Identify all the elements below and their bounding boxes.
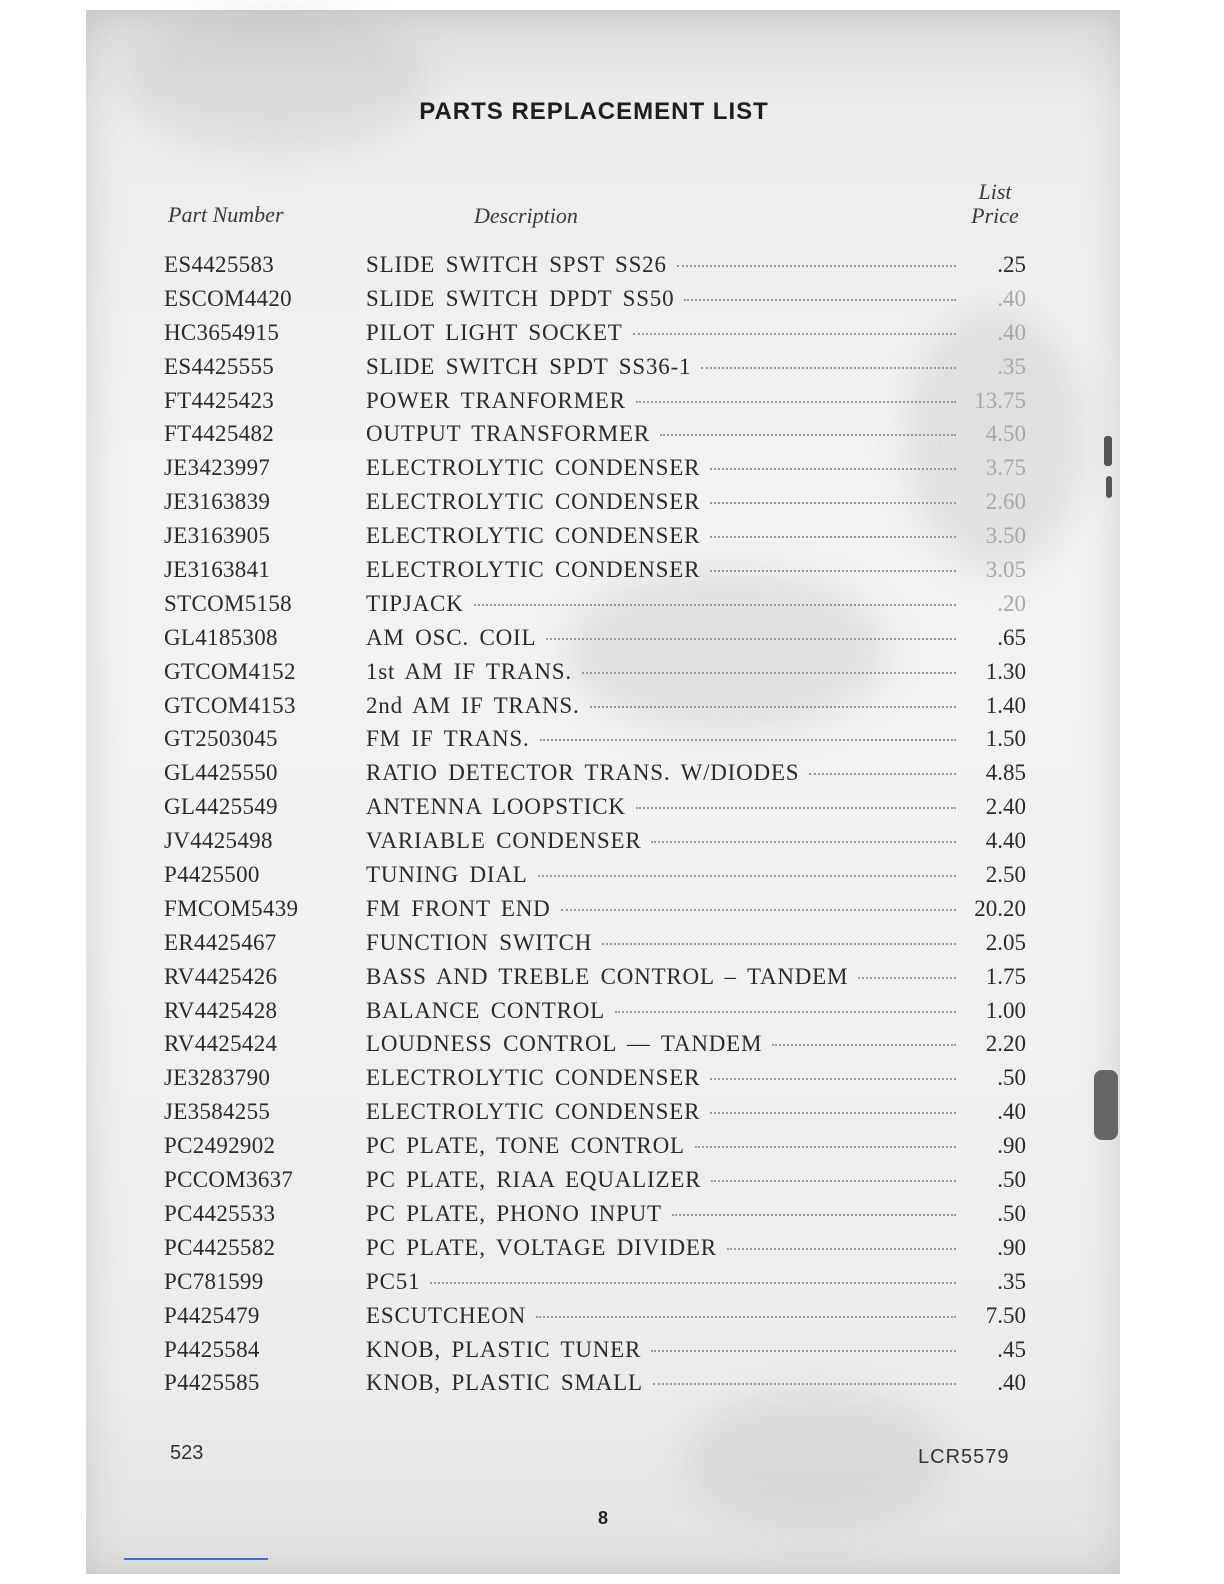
description-cell — [366, 587, 956, 621]
description-text: ELECTROLYTIC CONDENSER — [366, 523, 701, 549]
part-number-cell: ES4425583 — [164, 252, 275, 277]
part-number-cell: GTCOM4153 — [164, 692, 296, 718]
description-cell — [366, 689, 956, 723]
dot-leader — [701, 366, 956, 369]
part-number-cell: GTCOM4152 — [164, 658, 296, 684]
part-number-cell: RV4425428 — [164, 997, 278, 1023]
description-text: BALANCE CONTROL — [366, 997, 605, 1023]
column-header-list-price — [960, 180, 1030, 228]
table-row — [0, 1231, 1224, 1265]
part-number-cell: FT4425482 — [164, 421, 275, 447]
description-text: FUNCTION SWITCH — [366, 929, 593, 955]
description-cell — [366, 1299, 956, 1333]
table-row — [0, 756, 1224, 790]
dot-leader — [672, 1213, 956, 1216]
description-text: ELECTROLYTIC CONDENSER — [366, 557, 701, 583]
description-text: BASS AND TREBLE CONTROL – TANDEM — [366, 963, 849, 989]
description-cell — [366, 1333, 956, 1367]
column-header-price-line2: Price — [971, 203, 1019, 228]
table-row — [0, 316, 1224, 350]
table-row — [0, 451, 1224, 485]
description-text: KNOB, PLASTIC SMALL — [366, 1370, 643, 1396]
description-text: OUTPUT TRANSFORMER — [366, 421, 651, 447]
description-text: ELECTROLYTIC CONDENSER — [366, 489, 701, 515]
table-row — [0, 485, 1224, 519]
description-text: LOUDNESS CONTROL — TANDEM — [366, 1031, 763, 1057]
table-row — [0, 960, 1224, 994]
description-text: FM FRONT END — [366, 895, 551, 921]
description-cell — [366, 316, 956, 350]
price-cell: .50 — [997, 1065, 1026, 1091]
blue-underline — [124, 1558, 268, 1560]
description-cell — [366, 790, 956, 824]
table-row — [0, 858, 1224, 892]
description-cell — [366, 926, 956, 960]
price-cell: .35 — [997, 1268, 1026, 1294]
description-text: ANTENNA LOOPSTICK — [366, 794, 626, 820]
column-header-description: Description — [474, 203, 578, 228]
table-row — [0, 350, 1224, 384]
price-cell: .40 — [997, 319, 1026, 345]
description-cell — [366, 1095, 956, 1129]
table-row — [0, 722, 1224, 756]
column-header-price-line1: List — [978, 179, 1012, 204]
description-cell — [366, 858, 956, 892]
column-header-part-number: Part Number — [168, 202, 284, 227]
table-row — [0, 1299, 1224, 1333]
price-cell: .45 — [997, 1336, 1026, 1362]
table-row — [0, 1163, 1224, 1197]
price-cell: .90 — [997, 1234, 1026, 1260]
table-row — [0, 282, 1224, 316]
description-cell — [366, 1061, 956, 1095]
table-row — [0, 994, 1224, 1028]
part-number-cell: FT4425423 — [164, 387, 275, 413]
table-row — [0, 621, 1224, 655]
part-number-cell: PC4425582 — [164, 1234, 276, 1260]
price-cell: 3.75 — [985, 455, 1026, 481]
description-cell — [366, 553, 956, 587]
part-number-cell: JE3283790 — [164, 1065, 271, 1091]
part-number-cell: ES4425555 — [164, 353, 275, 379]
part-number-cell: HC3654915 — [164, 319, 280, 345]
price-cell: 2.60 — [985, 489, 1026, 515]
price-cell: .65 — [997, 624, 1026, 650]
table-row — [0, 417, 1224, 451]
table-row — [0, 824, 1224, 858]
description-cell — [366, 1163, 956, 1197]
description-text: TUNING DIAL — [366, 862, 528, 888]
description-text: PC PLATE, RIAA EQUALIZER — [366, 1167, 702, 1193]
part-number-cell: ESCOM4420 — [164, 285, 292, 311]
part-number-cell: FMCOM5439 — [164, 895, 299, 921]
part-number-cell: RV4425426 — [164, 963, 278, 989]
price-cell: 3.05 — [985, 557, 1026, 583]
dot-leader — [615, 1010, 956, 1013]
dot-leader — [636, 806, 956, 809]
price-cell: .40 — [997, 285, 1026, 311]
price-cell: 3.50 — [985, 523, 1026, 549]
description-cell — [366, 892, 956, 926]
description-text: SLIDE SWITCH SPST SS26 — [366, 252, 667, 277]
part-number-cell: JE3163905 — [164, 523, 271, 549]
price-cell: .50 — [997, 1167, 1026, 1193]
dot-leader — [710, 569, 956, 572]
part-number-cell: PCCOM3637 — [164, 1167, 294, 1193]
dot-leader — [474, 603, 956, 606]
footer-code-left: 523 — [170, 1442, 204, 1464]
description-cell — [366, 384, 956, 418]
description-text: SLIDE SWITCH SPDT SS36-1 — [366, 353, 692, 379]
description-cell — [366, 722, 956, 756]
description-cell — [366, 1129, 956, 1163]
dot-leader — [677, 264, 956, 267]
description-text: KNOB, PLASTIC TUNER — [366, 1336, 642, 1362]
dot-leader — [538, 874, 956, 877]
parts-table — [0, 248, 1224, 1400]
description-text: RATIO DETECTOR TRANS. W/DIODES — [366, 760, 800, 786]
description-text: TIPJACK — [366, 590, 464, 616]
description-text: ELECTROLYTIC CONDENSER — [366, 455, 701, 481]
part-number-cell: JE3163841 — [164, 557, 271, 583]
description-cell — [366, 282, 956, 316]
price-cell: 2.05 — [985, 929, 1026, 955]
table-row — [0, 1027, 1224, 1061]
part-number-cell: RV4425424 — [164, 1031, 278, 1057]
part-number-cell: GL4185308 — [164, 624, 278, 650]
table-row — [0, 926, 1224, 960]
price-cell: .40 — [997, 1099, 1026, 1125]
price-cell: .90 — [997, 1133, 1026, 1159]
dot-leader — [540, 738, 956, 741]
dot-leader — [710, 501, 956, 504]
dot-leader — [710, 1111, 956, 1114]
table-row — [0, 1197, 1224, 1231]
description-cell — [366, 1027, 956, 1061]
table-row — [0, 384, 1224, 418]
dot-leader — [711, 1179, 956, 1182]
part-number-cell: JE3423997 — [164, 455, 271, 481]
part-number-cell: P4425584 — [164, 1336, 260, 1362]
price-cell: .50 — [997, 1200, 1026, 1226]
description-cell — [366, 417, 956, 451]
part-number-cell: P4425479 — [164, 1302, 260, 1328]
dot-leader — [536, 1315, 956, 1318]
part-number-cell: GT2503045 — [164, 726, 278, 752]
part-number-cell: ER4425467 — [164, 929, 277, 955]
dot-leader — [546, 637, 956, 640]
description-cell — [366, 824, 956, 858]
table-row — [0, 790, 1224, 824]
price-cell: 4.50 — [985, 421, 1026, 447]
description-text: PC PLATE, PHONO INPUT — [366, 1200, 662, 1226]
description-text: FM IF TRANS. — [366, 726, 530, 752]
description-cell — [366, 451, 956, 485]
description-cell — [366, 485, 956, 519]
dot-leader — [772, 1043, 956, 1046]
description-cell — [366, 1265, 956, 1299]
dot-leader — [430, 1281, 956, 1284]
part-number-cell: PC4425533 — [164, 1200, 276, 1226]
dot-leader — [727, 1247, 956, 1250]
description-cell — [366, 994, 956, 1028]
part-number-cell: GL4425549 — [164, 794, 278, 820]
dot-leader — [653, 1382, 956, 1385]
description-cell — [366, 621, 956, 655]
dot-leader — [651, 1349, 956, 1352]
description-cell — [366, 248, 956, 282]
description-cell — [366, 1231, 956, 1265]
part-number-cell: PC2492902 — [164, 1133, 276, 1159]
dot-leader — [633, 332, 956, 335]
dot-leader — [710, 467, 956, 470]
table-row — [0, 553, 1224, 587]
price-cell: 13.75 — [974, 387, 1026, 413]
table-row — [0, 689, 1224, 723]
description-text: 2nd AM IF TRANS. — [366, 692, 580, 718]
price-cell: 7.50 — [985, 1302, 1026, 1328]
description-text: PC PLATE, VOLTAGE DIVIDER — [366, 1234, 717, 1260]
table-row — [0, 892, 1224, 926]
page-title: PARTS REPLACEMENT LIST — [419, 98, 769, 125]
table-row — [0, 655, 1224, 689]
table-row — [0, 1265, 1224, 1299]
part-number-cell: PC781599 — [164, 1268, 264, 1294]
dot-leader — [809, 772, 956, 775]
dot-leader — [858, 976, 956, 979]
description-cell — [366, 519, 956, 553]
table-row — [0, 1095, 1224, 1129]
description-cell — [366, 960, 956, 994]
price-cell: 2.20 — [985, 1031, 1026, 1057]
table-row — [0, 248, 1224, 282]
description-text: PC PLATE, TONE CONTROL — [366, 1133, 685, 1159]
table-row — [0, 1333, 1224, 1367]
part-number-cell: GL4425550 — [164, 760, 278, 786]
table-row — [0, 519, 1224, 553]
dot-leader — [710, 535, 956, 538]
price-cell: 4.40 — [985, 828, 1026, 854]
price-cell: .25 — [997, 252, 1026, 277]
description-cell — [366, 1197, 956, 1231]
dot-leader — [651, 840, 956, 843]
part-number-cell: STCOM5158 — [164, 590, 292, 616]
description-text: VARIABLE CONDENSER — [366, 828, 642, 854]
price-cell: 1.00 — [985, 997, 1026, 1023]
part-number-cell: P4425585 — [164, 1370, 260, 1396]
dot-leader — [582, 671, 956, 674]
description-text: ELECTROLYTIC CONDENSER — [366, 1065, 701, 1091]
table-row — [0, 587, 1224, 621]
dot-leader — [602, 942, 956, 945]
description-text: ELECTROLYTIC CONDENSER — [366, 1099, 701, 1125]
description-text: SLIDE SWITCH DPDT SS50 — [366, 285, 675, 311]
description-cell — [366, 655, 956, 689]
price-cell: .40 — [997, 1370, 1026, 1396]
dot-leader — [561, 908, 956, 911]
dot-leader — [660, 433, 956, 436]
dot-leader — [636, 400, 956, 403]
price-cell: .20 — [997, 590, 1026, 616]
description-text: PC51 — [366, 1268, 421, 1294]
description-text: POWER TRANFORMER — [366, 387, 626, 413]
description-text: PILOT LIGHT SOCKET — [366, 319, 623, 345]
footer-code-right: LCR5579 — [918, 1446, 1010, 1468]
price-cell: 2.40 — [985, 794, 1026, 820]
price-cell: 2.50 — [985, 862, 1026, 888]
description-text: AM OSC. COIL — [366, 624, 537, 650]
table-row — [0, 1366, 1224, 1400]
price-cell: 1.40 — [985, 692, 1026, 718]
part-number-cell: JV4425498 — [164, 828, 273, 854]
price-cell: 20.20 — [974, 895, 1026, 921]
price-cell: .35 — [997, 353, 1026, 379]
part-number-cell: JE3584255 — [164, 1099, 271, 1125]
price-cell: 1.30 — [985, 658, 1026, 684]
description-text: ESCUTCHEON — [366, 1302, 527, 1328]
table-row — [0, 1061, 1224, 1095]
dot-leader — [710, 1077, 956, 1080]
part-number-cell: JE3163839 — [164, 489, 271, 515]
stain-smudge — [126, 10, 426, 150]
description-text: 1st AM IF TRANS. — [366, 658, 572, 684]
dot-leader — [590, 705, 956, 708]
description-cell — [366, 756, 956, 790]
table-row — [0, 1129, 1224, 1163]
description-cell — [366, 350, 956, 384]
price-cell: 1.75 — [985, 963, 1026, 989]
part-number-cell: P4425500 — [164, 862, 260, 888]
price-cell: 4.85 — [985, 760, 1026, 786]
description-cell — [366, 1366, 956, 1400]
dot-leader — [684, 298, 956, 301]
page-number: 8 — [597, 1508, 608, 1528]
dot-leader — [695, 1145, 956, 1148]
price-cell: 1.50 — [985, 726, 1026, 752]
